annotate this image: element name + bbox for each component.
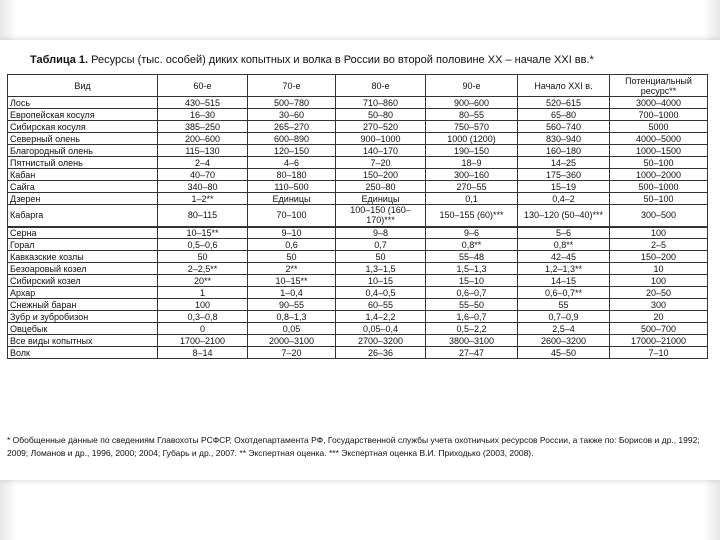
value-cell: 2700–3200	[336, 335, 426, 347]
species-name-cell: Лось	[8, 97, 158, 109]
value-cell: 830–940	[518, 133, 610, 145]
value-cell: 0,7	[336, 239, 426, 251]
value-cell: 2**	[248, 263, 336, 275]
table-row	[8, 251, 708, 263]
species-name-cell: Кабан	[8, 169, 158, 181]
value-cell: 500–1000	[610, 181, 708, 193]
value-cell: 8–14	[158, 347, 248, 359]
value-cell: 55–50	[426, 299, 518, 311]
species-name-cell: Все виды копытных	[8, 335, 158, 347]
value-cell: 160–180	[518, 145, 610, 157]
value-cell: 175–360	[518, 169, 610, 181]
value-cell: 4000–5000	[610, 133, 708, 145]
species-name-cell: Пятнистый олень	[8, 157, 158, 169]
value-cell: 270–520	[336, 121, 426, 133]
species-name-cell: Снежный баран	[8, 299, 158, 311]
value-cell: 7–10	[610, 347, 708, 359]
value-cell: Единицы	[248, 193, 336, 205]
species-name-cell: Сибирский козел	[8, 275, 158, 287]
value-cell: 1,4–2,2	[336, 311, 426, 323]
value-cell: 500–780	[248, 97, 336, 109]
species-name-cell: Горал	[8, 239, 158, 251]
value-cell: 100–150 (160–170)***	[336, 205, 426, 227]
value-cell: 3800–3100	[426, 335, 518, 347]
column-header: Потенциальный ресурс**	[610, 75, 708, 97]
value-cell: 45–50	[518, 347, 610, 359]
value-cell: 340–80	[158, 181, 248, 193]
column-header: 60-е	[158, 75, 248, 97]
value-cell: 0,6–0,7	[426, 287, 518, 299]
species-name-cell: Дзерен	[8, 193, 158, 205]
table-caption-text: Ресурсы (тыс. особей) диких копытных и волка в России во второй половине ХХ – начале XXI вв.*	[91, 54, 594, 66]
table-row	[8, 227, 708, 239]
value-cell: 20**	[158, 275, 248, 287]
species-name-cell: Овцебык	[8, 323, 158, 335]
species-name-cell: Благородный олень	[8, 145, 158, 157]
value-cell: 1000–2000	[610, 169, 708, 181]
species-name-cell: Кабарга	[8, 205, 158, 227]
value-cell: 40–70	[158, 169, 248, 181]
document-page	[0, 40, 720, 480]
table-row	[8, 205, 708, 227]
species-name-cell: Волк	[8, 347, 158, 359]
table-row	[8, 311, 708, 323]
table-row	[8, 97, 708, 109]
value-cell: 3000–4000	[610, 97, 708, 109]
value-cell: 17000–21000	[610, 335, 708, 347]
value-cell: 2600–3200	[518, 335, 610, 347]
value-cell: 20–50	[610, 287, 708, 299]
value-cell: 110–500	[248, 181, 336, 193]
table-row	[8, 287, 708, 299]
value-cell: 0,5–2,2	[426, 323, 518, 335]
value-cell: 2000–3100	[248, 335, 336, 347]
value-cell: 42–45	[518, 251, 610, 263]
value-cell: 300	[610, 299, 708, 311]
value-cell: 120–150	[248, 145, 336, 157]
value-cell: 190–150	[426, 145, 518, 157]
species-name-cell: Архар	[8, 287, 158, 299]
value-cell: 115–130	[158, 145, 248, 157]
value-cell: 1–0,4	[248, 287, 336, 299]
value-cell: 50	[248, 251, 336, 263]
value-cell: 560–740	[518, 121, 610, 133]
value-cell: 55–48	[426, 251, 518, 263]
value-cell: 0,8**	[426, 239, 518, 251]
value-cell: 900–600	[426, 97, 518, 109]
value-cell: 0,7–0,9	[518, 311, 610, 323]
value-cell: 700–1000	[610, 109, 708, 121]
value-cell: 900–1000	[336, 133, 426, 145]
value-cell: 270–55	[426, 181, 518, 193]
value-cell: 0,6–0,7**	[518, 287, 610, 299]
value-cell: 1,2–1,3**	[518, 263, 610, 275]
table-row	[8, 181, 708, 193]
value-cell: 50	[336, 251, 426, 263]
value-cell: 80–115	[158, 205, 248, 227]
value-cell: 300–160	[426, 169, 518, 181]
value-cell: 750–570	[426, 121, 518, 133]
value-cell: 5000	[610, 121, 708, 133]
value-cell: 0,05–0,4	[336, 323, 426, 335]
value-cell: 100	[610, 227, 708, 239]
value-cell: 10–15**	[248, 275, 336, 287]
value-cell: 20	[610, 311, 708, 323]
table-row	[8, 109, 708, 121]
value-cell: 0,8**	[518, 239, 610, 251]
value-cell: 65–80	[518, 109, 610, 121]
value-cell: 0,6	[248, 239, 336, 251]
value-cell: 2–4	[158, 157, 248, 169]
table-row	[8, 263, 708, 275]
value-cell: 18–9	[426, 157, 518, 169]
value-cell: 430–515	[158, 97, 248, 109]
value-cell: 50–80	[336, 109, 426, 121]
species-name-cell: Кавказские козлы	[8, 251, 158, 263]
value-cell: 9–10	[248, 227, 336, 239]
value-cell: 0,05	[248, 323, 336, 335]
value-cell: 10–15	[336, 275, 426, 287]
column-header: Вид	[8, 75, 158, 97]
value-cell: 0	[158, 323, 248, 335]
table-row	[8, 323, 708, 335]
value-cell: 1000 (1200)	[426, 133, 518, 145]
value-cell: 0,1	[426, 193, 518, 205]
species-name-cell: Сайга	[8, 181, 158, 193]
value-cell: 15–10	[426, 275, 518, 287]
value-cell: 1,5–1,3	[426, 263, 518, 275]
value-cell: 50	[158, 251, 248, 263]
value-cell: 520–615	[518, 97, 610, 109]
resources-table	[7, 74, 708, 359]
value-cell: 10–15**	[158, 227, 248, 239]
value-cell: 15–19	[518, 181, 610, 193]
value-cell: 710–860	[336, 97, 426, 109]
value-cell: 70–100	[248, 205, 336, 227]
value-cell: 1000–1500	[610, 145, 708, 157]
table-row	[8, 169, 708, 181]
value-cell: 150–200	[336, 169, 426, 181]
value-cell: 16–30	[158, 109, 248, 121]
column-header: 90-е	[426, 75, 518, 97]
value-cell: 250–80	[336, 181, 426, 193]
value-cell: 1700–2100	[158, 335, 248, 347]
table-row	[8, 145, 708, 157]
table-row	[8, 335, 708, 347]
value-cell: 600–890	[248, 133, 336, 145]
value-cell: 2–2,5**	[158, 263, 248, 275]
value-cell: 1,6–0,7	[426, 311, 518, 323]
value-cell: 0,4–0,5	[336, 287, 426, 299]
species-name-cell: Серна	[8, 227, 158, 239]
value-cell: 0,4–2	[518, 193, 610, 205]
value-cell: 150–200	[610, 251, 708, 263]
table-row	[8, 347, 708, 359]
value-cell: 1	[158, 287, 248, 299]
table-row	[8, 239, 708, 251]
value-cell: 4–6	[248, 157, 336, 169]
value-cell: 1–2**	[158, 193, 248, 205]
value-cell: 200–600	[158, 133, 248, 145]
value-cell: 14–25	[518, 157, 610, 169]
table-header-row	[8, 75, 708, 97]
value-cell: 100	[610, 275, 708, 287]
value-cell: 27–47	[426, 347, 518, 359]
value-cell: 9–8	[336, 227, 426, 239]
value-cell: 300–500	[610, 205, 708, 227]
species-name-cell: Северный олень	[8, 133, 158, 145]
value-cell: 14–15	[518, 275, 610, 287]
species-name-cell: Безоаровый козел	[8, 263, 158, 275]
value-cell: 80–55	[426, 109, 518, 121]
value-cell: 7–20	[248, 347, 336, 359]
value-cell: 90–55	[248, 299, 336, 311]
value-cell: 10	[610, 263, 708, 275]
column-header: Начало XXI в.	[518, 75, 610, 97]
value-cell: 130–120 (50–40)***	[518, 205, 610, 227]
value-cell: 0,8–1,3	[248, 311, 336, 323]
value-cell: 5–6	[518, 227, 610, 239]
table-row	[8, 299, 708, 311]
table-row	[8, 275, 708, 287]
value-cell: 265–270	[248, 121, 336, 133]
value-cell: 50–100	[610, 157, 708, 169]
value-cell: 55	[518, 299, 610, 311]
species-name-cell: Сибирская косуля	[8, 121, 158, 133]
table-row	[8, 157, 708, 169]
table-row	[8, 133, 708, 145]
value-cell: 100	[158, 299, 248, 311]
column-header: 70-е	[248, 75, 336, 97]
value-cell: 0,3–0,8	[158, 311, 248, 323]
value-cell: 385–250	[158, 121, 248, 133]
value-cell: 2–5	[610, 239, 708, 251]
column-header: 80-е	[336, 75, 426, 97]
value-cell: 1,3–1,5	[336, 263, 426, 275]
value-cell: 30–60	[248, 109, 336, 121]
value-cell: 26–36	[336, 347, 426, 359]
value-cell: 0,5–0,6	[158, 239, 248, 251]
species-name-cell: Европейская косуля	[8, 109, 158, 121]
table-caption	[30, 54, 700, 66]
value-cell: 2,5–4	[518, 323, 610, 335]
value-cell: 140–170	[336, 145, 426, 157]
value-cell: Единицы	[336, 193, 426, 205]
value-cell: 80–180	[248, 169, 336, 181]
species-name-cell: Зубр и зубробизон	[8, 311, 158, 323]
table-caption-label: Таблица 1.	[30, 54, 89, 66]
value-cell: 500–700	[610, 323, 708, 335]
table-footnote: * Обобщенные данные по сведениям Главохоты РСФСР, Охотдепартамента РФ, Государственной службы учета охотничьих ресурсов России, а также по: Борисов и др., 1992; 2009; Ломанов и др., 1996, 2000; 2004; Губарь и др., 2007. ** Экспертная оценка. *** Экспертная оценка В.И. Приходько (2003, 2008).	[7, 435, 700, 458]
value-cell: 60–55	[336, 299, 426, 311]
table-row	[8, 193, 708, 205]
value-cell: 50–100	[610, 193, 708, 205]
value-cell: 9–6	[426, 227, 518, 239]
value-cell: 150–155 (60)***	[426, 205, 518, 227]
value-cell: 7–20	[336, 157, 426, 169]
table-row	[8, 121, 708, 133]
